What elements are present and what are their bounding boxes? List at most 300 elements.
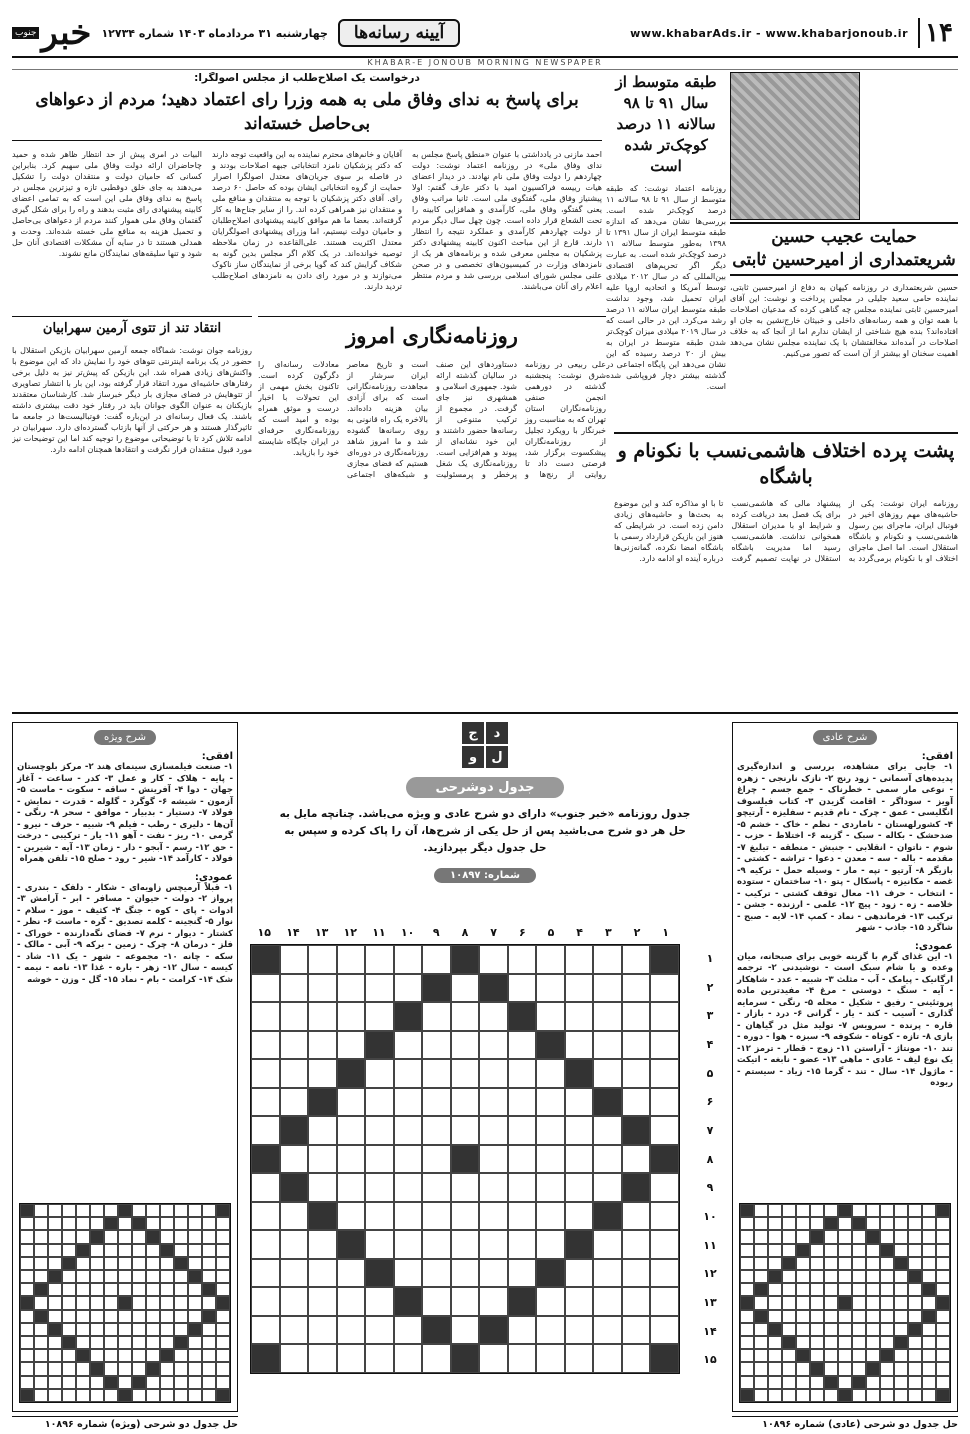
grid-cell[interactable] [593,1059,622,1088]
grid-cell[interactable] [908,1204,922,1217]
grid-cell[interactable] [565,1088,594,1117]
grid-cell[interactable] [132,1323,146,1336]
grid-cell[interactable] [62,1244,76,1257]
grid-cell[interactable] [782,1283,796,1296]
grid-cell[interactable] [796,1230,810,1243]
grid-cell[interactable] [76,1270,90,1283]
grid-cell[interactable] [104,1283,118,1296]
grid-cell[interactable] [650,1088,679,1117]
grid-cell[interactable] [251,1116,280,1145]
grid-cell[interactable] [34,1323,48,1336]
grid-cell[interactable] [824,1270,838,1283]
grid-cell[interactable] [782,1376,796,1389]
grid-cell[interactable] [188,1244,202,1257]
grid-cell[interactable] [622,974,651,1003]
grid-cell[interactable] [894,1362,908,1375]
grid-cell[interactable] [48,1296,62,1309]
grid-cell[interactable] [754,1230,768,1243]
grid-cell[interactable] [536,1287,565,1316]
grid-cell[interactable] [34,1349,48,1362]
grid-cell[interactable] [754,1204,768,1217]
grid-cell[interactable] [174,1362,188,1375]
grid-cell[interactable] [593,1173,622,1202]
grid-cell[interactable] [754,1217,768,1230]
grid-cell[interactable] [622,1344,651,1373]
grid-cell[interactable] [365,1173,394,1202]
grid-cell[interactable] [754,1244,768,1257]
grid-cell[interactable] [174,1244,188,1257]
grid-cell[interactable] [146,1244,160,1257]
grid-cell[interactable] [337,974,366,1003]
grid-cell[interactable] [280,1202,309,1231]
grid-cell[interactable] [936,1257,950,1270]
grid-cell[interactable] [565,974,594,1003]
grid-cell[interactable] [593,1031,622,1060]
grid-cell[interactable] [479,945,508,974]
grid-cell[interactable] [160,1204,174,1217]
grid-cell[interactable] [936,1376,950,1389]
grid-cell[interactable] [62,1323,76,1336]
grid-cell[interactable] [394,1088,423,1117]
grid-cell[interactable] [866,1296,880,1309]
grid-cell[interactable] [768,1257,782,1270]
grid-cell[interactable] [202,1270,216,1283]
grid-cell[interactable] [894,1323,908,1336]
grid-cell[interactable] [394,974,423,1003]
grid-cell[interactable] [48,1349,62,1362]
grid-cell[interactable] [48,1376,62,1389]
grid-cell[interactable] [188,1204,202,1217]
grid-cell[interactable] [90,1217,104,1230]
grid-cell[interactable] [251,1031,280,1060]
grid-cell[interactable] [740,1217,754,1230]
grid-cell[interactable] [593,1230,622,1259]
grid-cell[interactable] [76,1296,90,1309]
grid-cell[interactable] [536,1173,565,1202]
grid-cell[interactable] [132,1283,146,1296]
grid-cell[interactable] [251,1002,280,1031]
grid-cell[interactable] [394,1230,423,1259]
grid-cell[interactable] [508,974,537,1003]
grid-cell[interactable] [76,1217,90,1230]
grid-cell[interactable] [824,1244,838,1257]
grid-cell[interactable] [922,1376,936,1389]
grid-cell[interactable] [251,1259,280,1288]
grid-cell[interactable] [216,1336,230,1349]
grid-cell[interactable] [160,1257,174,1270]
grid-cell[interactable] [365,1059,394,1088]
grid-cell[interactable] [768,1283,782,1296]
grid-cell[interactable] [479,1344,508,1373]
grid-cell[interactable] [90,1283,104,1296]
grid-cell[interactable] [838,1230,852,1243]
grid-cell[interactable] [251,1316,280,1345]
grid-cell[interactable] [782,1270,796,1283]
grid-cell[interactable] [118,1244,132,1257]
grid-cell[interactable] [132,1204,146,1217]
grid-cell[interactable] [880,1310,894,1323]
grid-cell[interactable] [866,1204,880,1217]
grid-cell[interactable] [768,1389,782,1402]
grid-cell[interactable] [936,1217,950,1230]
grid-cell[interactable] [394,1344,423,1373]
grid-cell[interactable] [451,1031,480,1060]
grid-cell[interactable] [740,1362,754,1375]
grid-cell[interactable] [146,1283,160,1296]
grid-cell[interactable] [160,1217,174,1230]
grid-cell[interactable] [251,1230,280,1259]
grid-cell[interactable] [188,1257,202,1270]
grid-cell[interactable] [76,1323,90,1336]
grid-cell[interactable] [650,1116,679,1145]
grid-cell[interactable] [922,1257,936,1270]
grid-cell[interactable] [565,1202,594,1231]
grid-cell[interactable] [394,1202,423,1231]
grid-cell[interactable] [62,1204,76,1217]
grid-cell[interactable] [308,1002,337,1031]
grid-cell[interactable] [768,1230,782,1243]
grid-cell[interactable] [922,1349,936,1362]
grid-cell[interactable] [866,1349,880,1362]
grid-cell[interactable] [422,1173,451,1202]
grid-cell[interactable] [622,945,651,974]
grid-cell[interactable] [451,974,480,1003]
grid-cell[interactable] [308,974,337,1003]
grid-cell[interactable] [422,1230,451,1259]
grid-cell[interactable] [754,1296,768,1309]
grid-cell[interactable] [838,1257,852,1270]
grid-cell[interactable] [936,1323,950,1336]
grid-cell[interactable] [365,974,394,1003]
grid-cell[interactable] [394,1059,423,1088]
grid-cell[interactable] [565,1344,594,1373]
grid-cell[interactable] [365,1230,394,1259]
grid-cell[interactable] [824,1349,838,1362]
grid-cell[interactable] [740,1270,754,1283]
grid-cell[interactable] [146,1349,160,1362]
grid-cell[interactable] [394,1173,423,1202]
grid-cell[interactable] [622,1088,651,1117]
grid-cell[interactable] [90,1310,104,1323]
grid-cell[interactable] [908,1217,922,1230]
grid-cell[interactable] [202,1336,216,1349]
grid-cell[interactable] [62,1217,76,1230]
grid-cell[interactable] [365,1202,394,1231]
grid-cell[interactable] [880,1204,894,1217]
grid-cell[interactable] [146,1323,160,1336]
grid-cell[interactable] [622,1259,651,1288]
grid-cell[interactable] [593,1344,622,1373]
grid-cell[interactable] [451,1002,480,1031]
grid-cell[interactable] [216,1270,230,1283]
grid-cell[interactable] [280,1031,309,1060]
grid-cell[interactable] [768,1204,782,1217]
grid-cell[interactable] [824,1389,838,1402]
grid-cell[interactable] [451,1230,480,1259]
grid-cell[interactable] [810,1310,824,1323]
grid-cell[interactable] [394,1116,423,1145]
grid-cell[interactable] [20,1244,34,1257]
grid-cell[interactable] [922,1230,936,1243]
grid-cell[interactable] [308,1259,337,1288]
grid-cell[interactable] [565,1116,594,1145]
grid-cell[interactable] [20,1217,34,1230]
grid-cell[interactable] [118,1283,132,1296]
grid-cell[interactable] [62,1230,76,1243]
grid-cell[interactable] [866,1376,880,1389]
grid-cell[interactable] [936,1270,950,1283]
grid-cell[interactable] [936,1362,950,1375]
grid-cell[interactable] [118,1376,132,1389]
grid-cell[interactable] [118,1230,132,1243]
grid-cell[interactable] [62,1310,76,1323]
grid-cell[interactable] [422,945,451,974]
grid-cell[interactable] [308,1145,337,1174]
grid-cell[interactable] [251,974,280,1003]
grid-cell[interactable] [62,1270,76,1283]
grid-cell[interactable] [422,1031,451,1060]
grid-cell[interactable] [188,1389,202,1402]
grid-cell[interactable] [536,1002,565,1031]
grid-cell[interactable] [768,1336,782,1349]
grid-cell[interactable] [451,1116,480,1145]
grid-cell[interactable] [76,1204,90,1217]
grid-cell[interactable] [337,1116,366,1145]
grid-cell[interactable] [188,1283,202,1296]
grid-cell[interactable] [132,1389,146,1402]
grid-cell[interactable] [308,1316,337,1345]
grid-cell[interactable] [48,1230,62,1243]
grid-cell[interactable] [280,1059,309,1088]
grid-cell[interactable] [782,1362,796,1375]
grid-cell[interactable] [337,1002,366,1031]
grid-cell[interactable] [936,1230,950,1243]
grid-cell[interactable] [90,1244,104,1257]
grid-cell[interactable] [754,1389,768,1402]
grid-cell[interactable] [20,1349,34,1362]
grid-cell[interactable] [536,1059,565,1088]
grid-cell[interactable] [908,1376,922,1389]
grid-cell[interactable] [894,1376,908,1389]
grid-cell[interactable] [394,945,423,974]
grid-cell[interactable] [508,1259,537,1288]
grid-cell[interactable] [104,1257,118,1270]
grid-cell[interactable] [251,1088,280,1117]
grid-cell[interactable] [740,1310,754,1323]
grid-cell[interactable] [880,1389,894,1402]
grid-cell[interactable] [754,1362,768,1375]
grid-cell[interactable] [451,1059,480,1088]
grid-cell[interactable] [90,1389,104,1402]
grid-cell[interactable] [202,1376,216,1389]
grid-cell[interactable] [394,1316,423,1345]
grid-cell[interactable] [824,1310,838,1323]
grid-cell[interactable] [565,1287,594,1316]
grid-cell[interactable] [838,1270,852,1283]
grid-cell[interactable] [796,1270,810,1283]
grid-cell[interactable] [48,1257,62,1270]
grid-cell[interactable] [565,1259,594,1288]
grid-cell[interactable] [62,1389,76,1402]
grid-cell[interactable] [337,1344,366,1373]
grid-cell[interactable] [188,1362,202,1375]
grid-cell[interactable] [216,1217,230,1230]
grid-cell[interactable] [337,1145,366,1174]
grid-cell[interactable] [622,1059,651,1088]
crossword-grid[interactable] [250,944,680,1374]
grid-cell[interactable] [838,1310,852,1323]
grid-cell[interactable] [146,1296,160,1309]
grid-cell[interactable] [118,1323,132,1336]
grid-cell[interactable] [76,1310,90,1323]
grid-cell[interactable] [810,1270,824,1283]
grid-cell[interactable] [508,1059,537,1088]
grid-cell[interactable] [202,1244,216,1257]
grid-cell[interactable] [824,1323,838,1336]
grid-cell[interactable] [536,1316,565,1345]
grid-cell[interactable] [365,1344,394,1373]
grid-cell[interactable] [160,1362,174,1375]
grid-cell[interactable] [34,1336,48,1349]
grid-cell[interactable] [894,1217,908,1230]
grid-cell[interactable] [132,1230,146,1243]
grid-cell[interactable] [908,1283,922,1296]
grid-cell[interactable] [104,1323,118,1336]
grid-cell[interactable] [880,1283,894,1296]
grid-cell[interactable] [936,1283,950,1296]
grid-cell[interactable] [479,1173,508,1202]
grid-cell[interactable] [132,1296,146,1309]
grid-cell[interactable] [34,1389,48,1402]
grid-cell[interactable] [782,1323,796,1336]
grid-cell[interactable] [880,1257,894,1270]
grid-cell[interactable] [852,1270,866,1283]
grid-cell[interactable] [908,1230,922,1243]
grid-cell[interactable] [740,1323,754,1336]
grid-cell[interactable] [782,1349,796,1362]
grid-cell[interactable] [308,1230,337,1259]
grid-cell[interactable] [308,945,337,974]
grid-cell[interactable] [146,1204,160,1217]
grid-cell[interactable] [20,1336,34,1349]
grid-cell[interactable] [824,1204,838,1217]
grid-cell[interactable] [852,1244,866,1257]
grid-cell[interactable] [810,1376,824,1389]
grid-cell[interactable] [132,1257,146,1270]
grid-cell[interactable] [132,1336,146,1349]
grid-cell[interactable] [34,1257,48,1270]
grid-cell[interactable] [62,1283,76,1296]
grid-cell[interactable] [422,1202,451,1231]
grid-cell[interactable] [782,1244,796,1257]
grid-cell[interactable] [824,1230,838,1243]
grid-cell[interactable] [796,1204,810,1217]
grid-cell[interactable] [866,1217,880,1230]
grid-cell[interactable] [740,1257,754,1270]
grid-cell[interactable] [536,974,565,1003]
grid-cell[interactable] [866,1244,880,1257]
grid-cell[interactable] [782,1217,796,1230]
grid-cell[interactable] [838,1323,852,1336]
grid-cell[interactable] [922,1217,936,1230]
grid-cell[interactable] [593,1145,622,1174]
grid-cell[interactable] [280,1316,309,1345]
grid-cell[interactable] [922,1389,936,1402]
grid-cell[interactable] [838,1283,852,1296]
grid-cell[interactable] [536,1344,565,1373]
grid-cell[interactable] [337,1287,366,1316]
grid-cell[interactable] [768,1362,782,1375]
grid-cell[interactable] [174,1217,188,1230]
grid-cell[interactable] [622,1002,651,1031]
grid-cell[interactable] [740,1376,754,1389]
grid-cell[interactable] [132,1349,146,1362]
grid-cell[interactable] [796,1336,810,1349]
grid-cell[interactable] [174,1296,188,1309]
grid-cell[interactable] [76,1283,90,1296]
grid-cell[interactable] [866,1323,880,1336]
grid-cell[interactable] [104,1244,118,1257]
grid-cell[interactable] [422,1116,451,1145]
grid-cell[interactable] [280,974,309,1003]
grid-cell[interactable] [146,1336,160,1349]
grid-cell[interactable] [188,1376,202,1389]
grid-cell[interactable] [20,1283,34,1296]
grid-cell[interactable] [852,1336,866,1349]
grid-cell[interactable] [740,1230,754,1243]
grid-cell[interactable] [118,1270,132,1283]
grid-cell[interactable] [838,1244,852,1257]
grid-cell[interactable] [508,1173,537,1202]
grid-cell[interactable] [280,1287,309,1316]
grid-cell[interactable] [90,1323,104,1336]
grid-cell[interactable] [188,1310,202,1323]
grid-cell[interactable] [48,1283,62,1296]
grid-cell[interactable] [768,1376,782,1389]
grid-cell[interactable] [508,1202,537,1231]
grid-cell[interactable] [508,1031,537,1060]
grid-cell[interactable] [536,945,565,974]
grid-cell[interactable] [146,1257,160,1270]
grid-cell[interactable] [810,1217,824,1230]
grid-cell[interactable] [754,1257,768,1270]
grid-cell[interactable] [251,1287,280,1316]
grid-cell[interactable] [894,1310,908,1323]
grid-cell[interactable] [174,1283,188,1296]
grid-cell[interactable] [796,1323,810,1336]
grid-cell[interactable] [451,1088,480,1117]
grid-cell[interactable] [740,1244,754,1257]
grid-cell[interactable] [188,1349,202,1362]
grid-cell[interactable] [768,1244,782,1257]
grid-cell[interactable] [650,974,679,1003]
grid-cell[interactable] [48,1310,62,1323]
grid-cell[interactable] [451,1202,480,1231]
grid-cell[interactable] [160,1270,174,1283]
grid-cell[interactable] [740,1336,754,1349]
grid-cell[interactable] [810,1283,824,1296]
grid-cell[interactable] [104,1362,118,1375]
grid-cell[interactable] [782,1389,796,1402]
grid-cell[interactable] [337,1316,366,1345]
grid-cell[interactable] [20,1270,34,1283]
grid-cell[interactable] [838,1349,852,1362]
grid-cell[interactable] [479,1287,508,1316]
grid-cell[interactable] [365,1316,394,1345]
grid-cell[interactable] [216,1323,230,1336]
grid-cell[interactable] [894,1230,908,1243]
grid-cell[interactable] [650,1287,679,1316]
